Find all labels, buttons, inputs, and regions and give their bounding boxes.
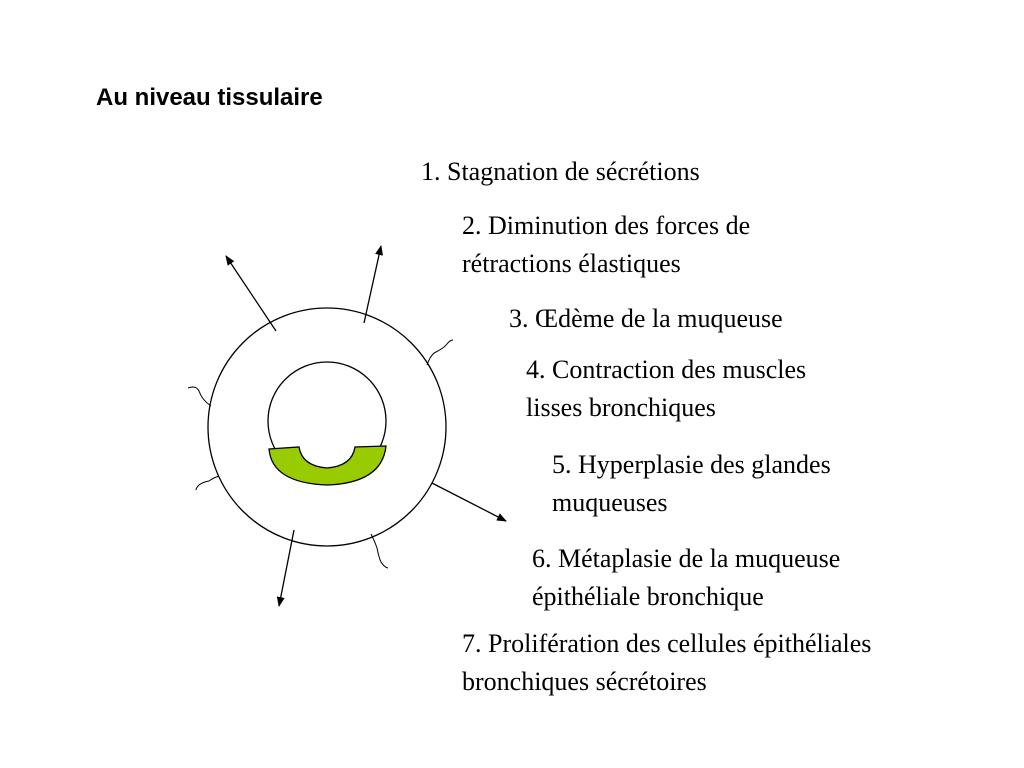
list-item-4-line-1: 4. Contraction des muscles xyxy=(526,355,807,384)
list-item-7 xyxy=(462,625,871,701)
list-item-6-line-1: 6. Métaplasie de la muqueuse xyxy=(532,544,841,573)
list-item-1 xyxy=(421,153,700,191)
list-item-2-line-2: rétractions élastiques xyxy=(462,249,681,278)
mucous-gland-shape xyxy=(269,446,386,485)
list-item-7-line-1: 7. Prolifération des cellules épithéliales xyxy=(462,629,872,658)
list-item-4 xyxy=(526,351,806,427)
outer-wall-circle xyxy=(208,308,446,546)
list-item-6-line-2: épithéliale bronchique xyxy=(532,582,764,611)
arrow-bottom-right xyxy=(432,483,506,521)
list-item-1-line-1: 1. Stagnation de sécrétions xyxy=(421,157,700,186)
arrow-top xyxy=(364,246,381,323)
list-item-7-line-2: bronchiques sécrétoires xyxy=(462,667,707,696)
list-item-2 xyxy=(462,207,750,283)
list-item-4-line-2: lisses bronchiques xyxy=(526,393,716,422)
slide-title: Au niveau tissulaire xyxy=(96,84,323,111)
wavy-line-left xyxy=(188,387,211,406)
list-item-5-line-2: muqueuses xyxy=(552,488,668,517)
list-item-5-line-1: 5. Hyperplasie des glandes xyxy=(552,450,831,479)
list-item-6 xyxy=(532,540,840,616)
wavy-line-upper-right xyxy=(427,340,453,365)
arrow-top-left xyxy=(226,256,276,331)
list-item-2-line-1: 2. Diminution des forces de xyxy=(462,211,751,240)
list-item-5 xyxy=(552,446,831,522)
wavy-line-lower-left xyxy=(196,476,219,490)
wavy-line-bottom-right xyxy=(371,534,388,568)
list-item-3 xyxy=(509,300,783,338)
list-item-3-line-1: 3. Œdème de la muqueuse xyxy=(509,304,783,333)
arrow-bottom xyxy=(279,530,294,606)
